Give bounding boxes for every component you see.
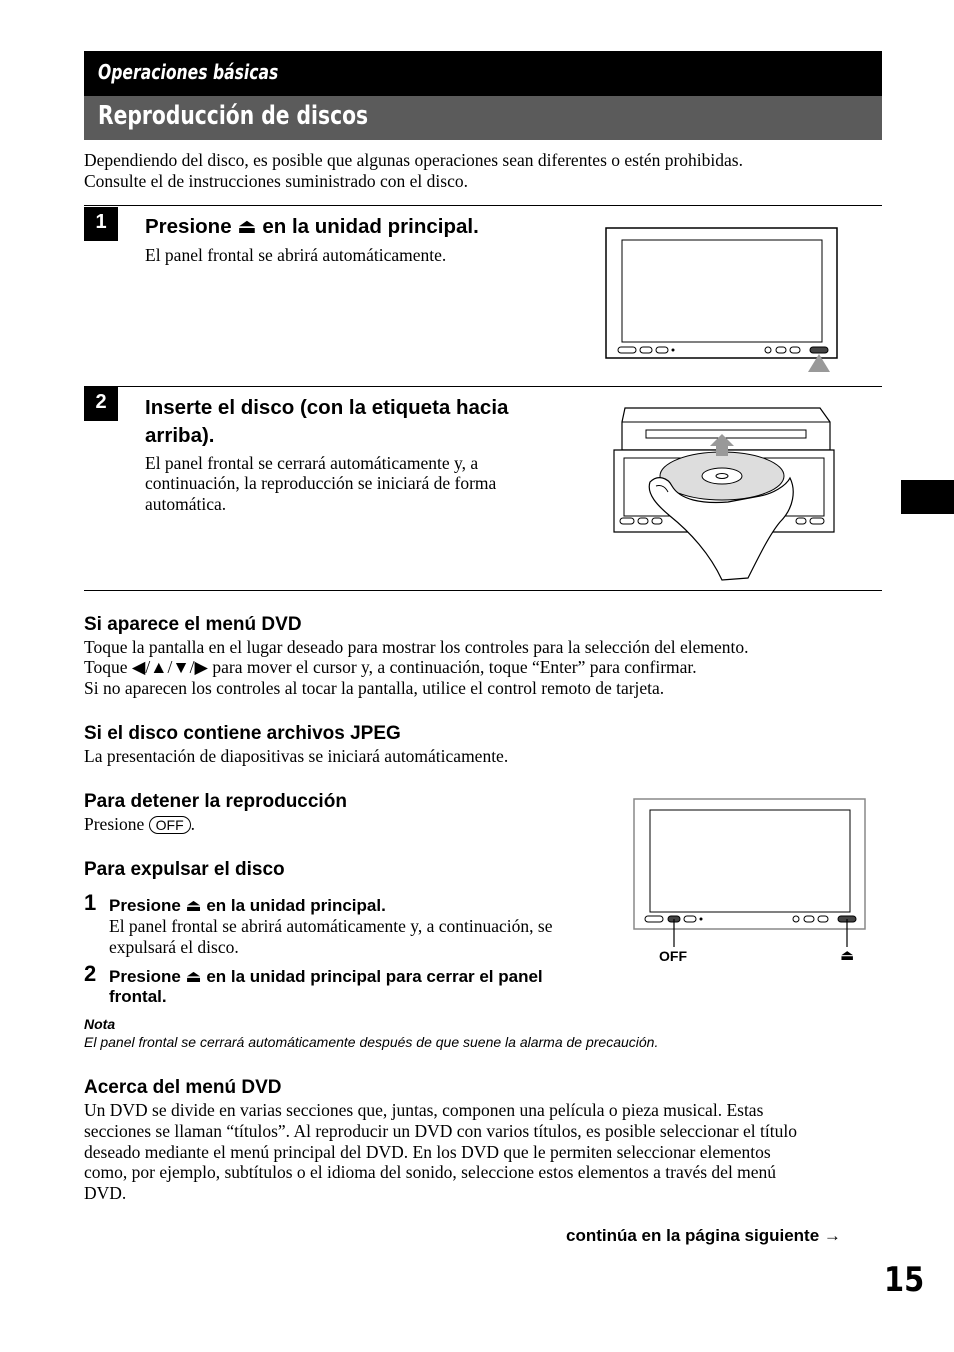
eject-step-number-1: 1 [84, 890, 97, 915]
eject-step-1-title: Presione ⏏ en la unidad principal. [109, 896, 386, 915]
dvd-menu-line: Toque ◀/▲/▼/▶ para mover el cursor y, a continuación, toque “Enter” para confirmar. [84, 657, 697, 677]
step-1-body: El panel frontal se abrirá automáticamente. [145, 245, 447, 265]
step-2-title-line: Inserte el disco (con la etiqueta hacia [145, 396, 509, 419]
note-label: Nota [84, 1016, 116, 1032]
eject-step-2-title-line: Presione ⏏ en la unidad principal para cerrar el panel [109, 967, 543, 986]
note-text: El panel frontal se cerrará automáticamente después de que suene la alarma de precaución. [84, 1034, 659, 1050]
about-dvd-line: secciones se llaman “títulos”. Al reproducir un DVD con varios títulos, es posible seleccionar el título [84, 1121, 797, 1141]
step-2-body: El panel frontal se cerrará automáticamente y, a [145, 453, 479, 473]
off-label: OFF [659, 948, 687, 964]
about-dvd-line: como, por ejemplo, subtítulos o el idioma del sonido, seleccione estos elementos a través del menú [84, 1162, 777, 1182]
stop-text-before: Presione [84, 814, 145, 834]
off-button-label: OFF [149, 816, 191, 834]
intro-line: Consulte el de instrucciones suministrado con el disco. [84, 171, 468, 191]
about-dvd-menu-heading: Acerca del menú DVD [84, 1077, 282, 1098]
section-label: Operaciones básicas [98, 60, 279, 84]
stop-text-after: . [190, 814, 196, 834]
continue-next-page: continúa en la página siguiente → [566, 1226, 841, 1245]
intro-line: Dependiendo del disco, es posible que algunas operaciones sean diferentes o estén prohibidas. [84, 150, 743, 170]
eject-label: ⏏ [840, 947, 855, 964]
eject-step-1-body: expulsará el disco. [109, 937, 239, 957]
about-dvd-line: Un DVD se divide en varias secciones que, juntas, componen una película o pieza musical. Estas [84, 1100, 764, 1120]
eject-heading: Para expulsar el disco [84, 859, 285, 880]
about-dvd-line: deseado mediante el menú principal del DVD. En los DVD que le permiten seleccionar elementos [84, 1142, 771, 1162]
jpeg-heading: Si el disco contiene archivos JPEG [84, 723, 401, 744]
eject-step-number-2: 2 [84, 961, 97, 986]
page-number: 15 [884, 1260, 925, 1300]
dvd-menu-heading: Si aparece el menú DVD [84, 614, 302, 635]
divider [84, 590, 882, 591]
jpeg-text: La presentación de diapositivas se iniciará automáticamente. [84, 746, 509, 766]
divider [84, 205, 882, 206]
chapter-tab [901, 480, 954, 514]
step-2-body: automática. [145, 494, 227, 514]
step-number-1: 1 [84, 207, 118, 241]
step-2-body: continuación, la reproducción se iniciará de forma [145, 473, 497, 493]
stop-text [84, 814, 195, 835]
dvd-menu-line: Toque la pantalla en el lugar deseado para mostrar los controles para la selección del elemento. [84, 637, 749, 657]
eject-step-2-title-line: frontal. [109, 987, 167, 1006]
divider [84, 386, 882, 387]
step-2-title-line: arriba). [145, 424, 215, 447]
dvd-menu-line: Si no aparecen los controles al tocar la pantalla, utilice el control remoto de tarjeta. [84, 678, 665, 698]
step-1-title: Presione ⏏ en la unidad principal. [145, 215, 479, 238]
insert-disc-figure [610, 404, 838, 582]
about-dvd-line: DVD. [84, 1183, 127, 1203]
page-title: Reproducción de discos [98, 101, 369, 131]
unit-front-panel-figure [600, 222, 850, 377]
eject-step-1-body: El panel frontal se abrirá automáticamente y, a continuación, se [109, 916, 553, 936]
step-number-2: 2 [84, 387, 118, 421]
unit-buttons-figure [630, 795, 870, 970]
stop-heading: Para detener la reproducción [84, 791, 347, 812]
